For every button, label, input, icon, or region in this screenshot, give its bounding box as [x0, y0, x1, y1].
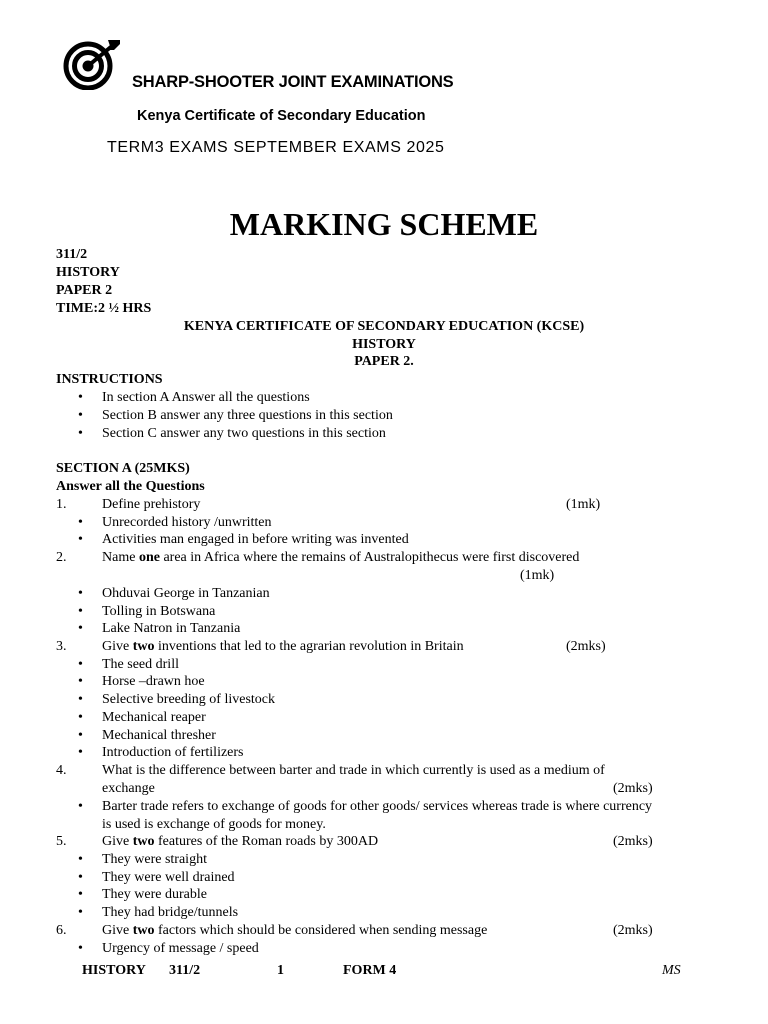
exam-body-title: SHARP-SHOOTER JOINT EXAMINATIONS: [132, 73, 454, 91]
question-text-pre: Give: [102, 923, 133, 938]
question-number: 5.: [56, 834, 67, 849]
question-text-emphasis: two: [132, 639, 155, 654]
question-text-continued: exchange: [102, 781, 155, 796]
question-marks: (1mk): [566, 497, 601, 512]
answer-item: • They had bridge/tunnels: [102, 904, 238, 922]
instruction-item: • Section B answer any three questions in this section: [102, 407, 393, 425]
document-title: MARKING SCHEME: [229, 206, 539, 242]
answer-item: • Selective breeding of livestock: [102, 691, 275, 709]
answer-item: • They were durable: [102, 886, 207, 904]
question-marks: (2mks): [613, 923, 653, 938]
question-text-pre: Define prehistory: [102, 497, 201, 512]
answer-item: • Barter trade refers to exchange of goods for other goods/ services whereas trade is where currency: [102, 798, 652, 816]
footer-page-number: 1: [277, 963, 284, 978]
question-text: What is the difference between barter and trade in which currently is used as a medium of: [102, 763, 605, 778]
term-title: TERM3 EXAMS SEPTEMBER EXAMS 2025: [107, 139, 445, 156]
question-text-pre: Name: [102, 550, 139, 565]
answer-item: • They were straight: [102, 851, 207, 869]
answer-item: • Ohduvai George in Tanzanian: [102, 585, 270, 603]
certificate-title: Kenya Certificate of Secondary Education: [137, 108, 426, 124]
answer-item: • Tolling in Botswana: [102, 603, 215, 621]
paper-heading: PAPER 2.: [354, 354, 414, 369]
answer-item: • The seed drill: [102, 656, 179, 674]
question-text: [102, 833, 378, 851]
answer-item: • Introduction of fertilizers: [102, 744, 244, 762]
question-marks: (2mks): [566, 639, 606, 654]
section-a-subheading: Answer all the Questions: [56, 479, 205, 494]
question-number: 1.: [56, 497, 67, 512]
instruction-item: • In section A Answer all the questions: [102, 389, 310, 407]
answer-item: • Urgency of message / speed: [102, 940, 259, 958]
question-marks: (2mks): [613, 834, 653, 849]
question-text: [102, 496, 200, 514]
question-marks: (2mks): [613, 781, 653, 796]
footer-form: FORM 4: [343, 963, 397, 978]
instructions-heading: INSTRUCTIONS: [56, 372, 163, 387]
answer-item: • Mechanical thresher: [102, 727, 216, 745]
kcse-heading: KENYA CERTIFICATE OF SECONDARY EDUCATION (KCSE): [183, 319, 585, 334]
question-text-emphasis: two: [132, 923, 155, 938]
question-number: 2.: [56, 550, 67, 565]
subject-heading: HISTORY: [352, 337, 416, 352]
footer-code: 311/2: [169, 963, 201, 978]
section-a-heading: SECTION A (25MKS): [56, 461, 190, 476]
subject-label: HISTORY: [56, 265, 120, 280]
answer-item: • Unrecorded history /unwritten: [102, 514, 272, 532]
question-text-post: features of the Roman roads by 300AD: [154, 834, 379, 849]
question-text-post: factors which should be considered when sending message: [154, 923, 488, 938]
question-number: 6.: [56, 923, 67, 938]
footer-subject: HISTORY: [82, 963, 146, 978]
question-text-pre: Give: [102, 639, 133, 654]
question-text-post: area in Africa where the remains of Australopithecus were first discovered: [159, 550, 580, 565]
question-marks: (1mk): [520, 568, 555, 583]
question-number: 4.: [56, 763, 67, 778]
question-text-emphasis: two: [132, 834, 155, 849]
instruction-item: • Section C answer any two questions in this section: [102, 425, 386, 443]
question-number: 3.: [56, 639, 67, 654]
paper-code: 311/2: [56, 247, 88, 262]
paper-label: PAPER 2: [56, 283, 113, 298]
footer-ms: MS: [662, 963, 681, 978]
time-label: TIME:2 ½ HRS: [56, 301, 152, 316]
question-text: [102, 638, 464, 656]
question-text-post: inventions that led to the agrarian revolution in Britain: [154, 639, 464, 654]
question-text-pre: Give: [102, 834, 133, 849]
question-text: [102, 549, 579, 567]
answer-item: • Horse –drawn hoe: [102, 673, 205, 691]
target-logo-icon: [60, 38, 122, 90]
question-text: [102, 922, 487, 940]
answer-item: • Activities man engaged in before writing was invented: [102, 531, 409, 549]
answer-item: • They were well drained: [102, 869, 235, 887]
answer-item: • Mechanical reaper: [102, 709, 206, 727]
answer-item: • Lake Natron in Tanzania: [102, 620, 240, 638]
answer-item-continued: is used is exchange of goods for money.: [102, 817, 326, 832]
question-text-emphasis: one: [138, 550, 160, 565]
